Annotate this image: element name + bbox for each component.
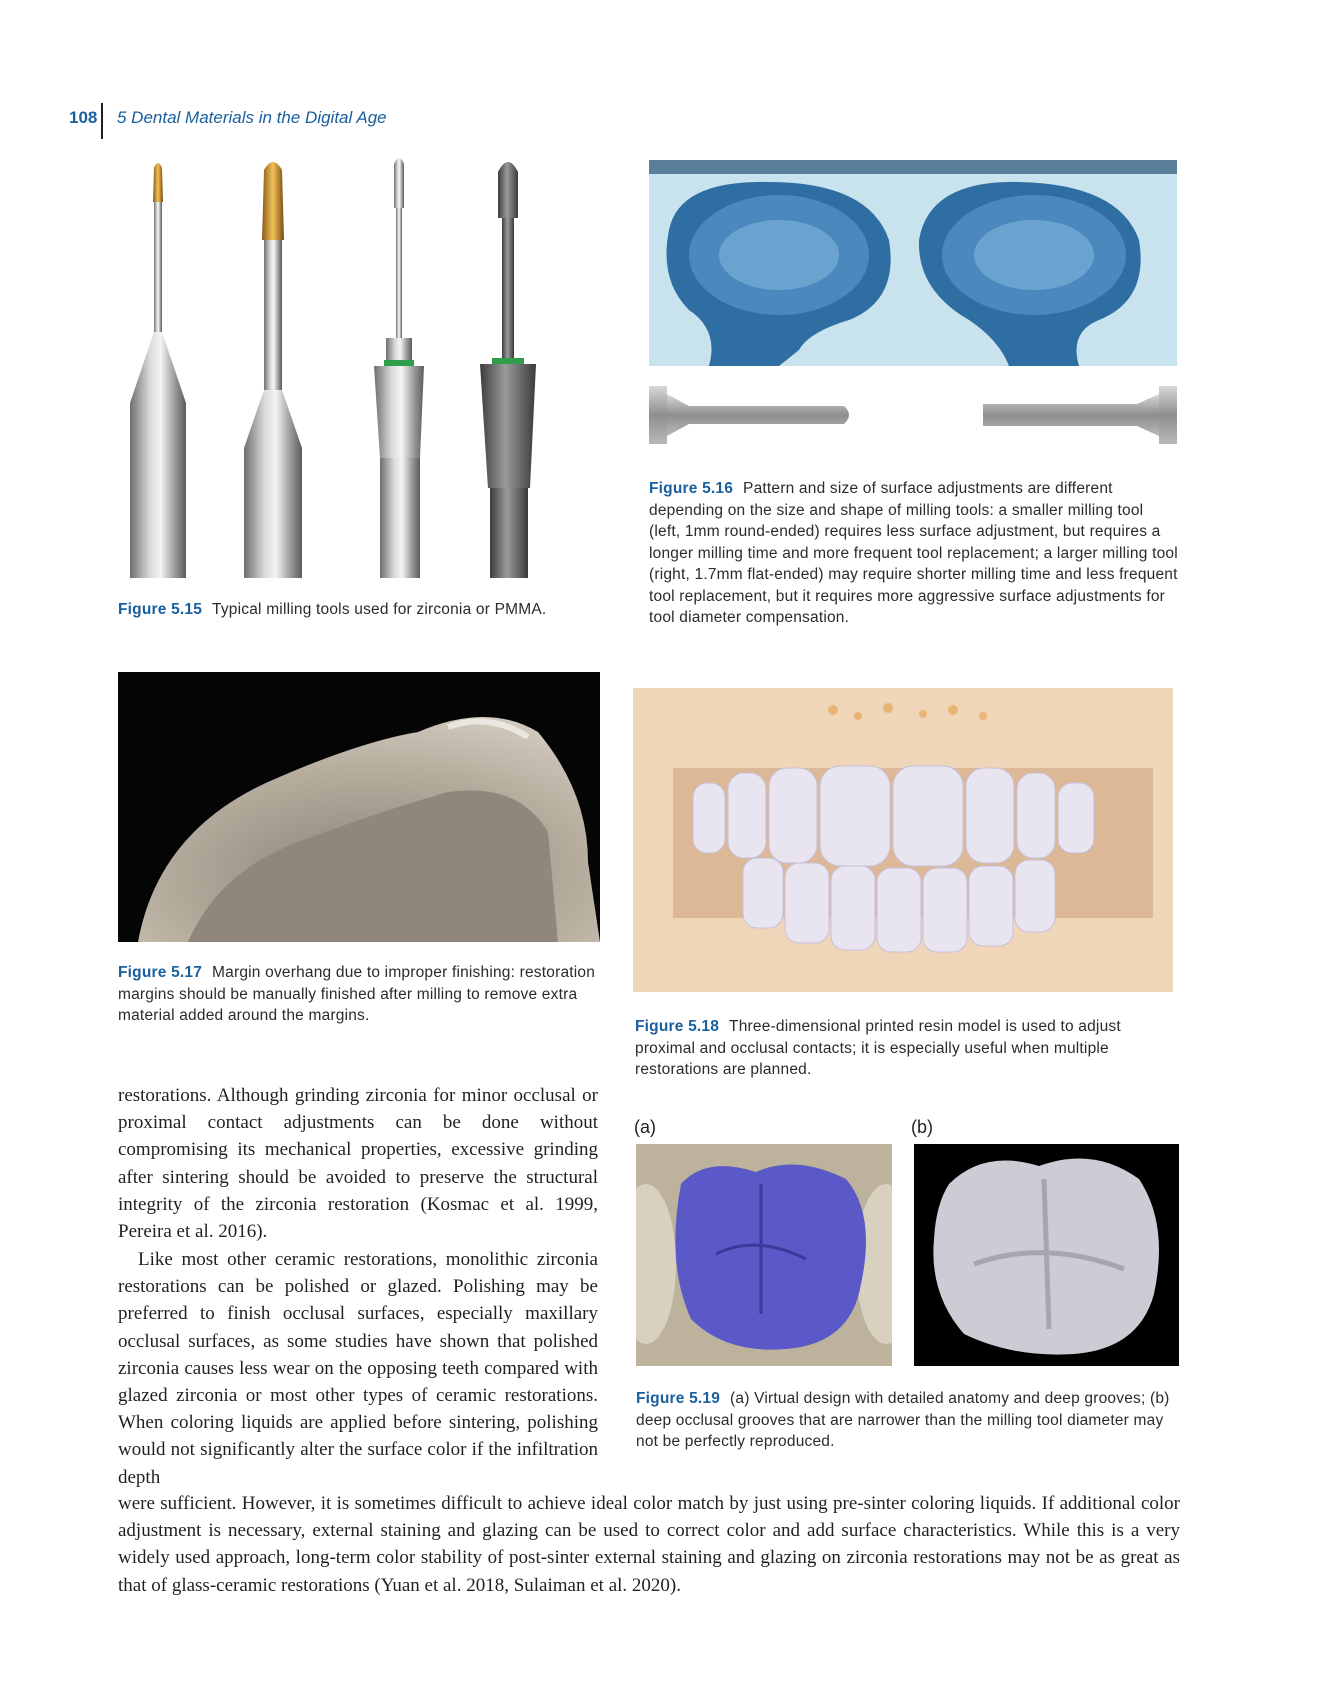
- body-paragraph-1: restorations. Although grinding zirconia for minor occlusal or proximal contact adjustments can be done without compromising its mechanical properties, excessive grinding after sintering should be avoided to preserve the structural integrity of the zirconia restoration (Kosmac et al. 1999, Pereira et al. 2016).: [118, 1085, 598, 1243]
- caption-text: Margin overhang due to improper finishing: restoration margins should be manually finished after milling to remove extra material added around the margins.: [118, 964, 596, 1024]
- body-paragraph-2-continued: were sufficient. However, it is sometimes difficult to achieve ideal color match by just using pre-sinter coloring liquids. If additional color adjustment is necessary, external staining and glazing can be used to correct color and add surface characteristics. While this is a very widely used approach, long-term color stability of post-sinter external staining and glazing on zirconia restorations may not be as great as that of glass-ceramic restorations (Yuan et al. 2018, Sulaiman et al. 2020).: [118, 1493, 1180, 1596]
- body-paragraph-2: Like most other ceramic restorations, monolithic zirconia restorations can be polished or glazed. Polishing may be preferred to finish occlusal surfaces, especially maxillary occlusal surfaces, as some studies have shown that polished zirconia causes less wear on the opposing teeth compared with glazed zirconia or most other types of ceramic restorations. When coloring liquids are applied before sintering, polishing would not significantly alter the surface color if the infiltration depth: [118, 1249, 598, 1488]
- caption-text: Typical milling tools used for zirconia or PMMA.: [212, 601, 547, 618]
- figure-label: Figure 5.16: [649, 480, 734, 497]
- figure-label: Figure 5.15: [118, 601, 203, 618]
- figure-label: Figure 5.19: [636, 1390, 721, 1407]
- figure-5-17-image: [118, 672, 600, 942]
- figure-label: Figure 5.18: [635, 1018, 720, 1035]
- figure-5-19-sublabel-b: (b): [911, 1117, 933, 1137]
- caption-text: Three-dimensional printed resin model is used to adjust proximal and occlusal contacts; it is especially useful when multiple restorations are planned.: [635, 1018, 1121, 1078]
- milling-tool-3: [374, 158, 424, 578]
- figure-5-15-caption: [118, 599, 548, 621]
- figure-label: Figure 5.17: [118, 964, 203, 981]
- figure-5-17-caption: [118, 962, 608, 1027]
- figure-5-19a-image: [636, 1144, 892, 1366]
- figure-5-16-burs: [649, 378, 1177, 450]
- chapter-title: 5 Dental Materials in the Digital Age: [117, 108, 387, 127]
- milling-tool-4: [480, 162, 536, 578]
- figure-5-16-image: [649, 160, 1177, 366]
- milling-tool-2: [244, 162, 302, 578]
- figure-5-19b-image: [914, 1144, 1179, 1366]
- page-number: 108: [69, 108, 98, 127]
- figure-5-19-sublabel-a: (a): [634, 1117, 656, 1137]
- figure-5-18-caption: [635, 1016, 1175, 1081]
- figure-5-15-image: [118, 158, 560, 578]
- figure-5-18-image: [633, 688, 1173, 992]
- header-divider: [101, 103, 103, 139]
- figure-5-16-caption: [649, 478, 1179, 629]
- figure-5-19-caption: [636, 1388, 1181, 1453]
- caption-text: (a) Virtual design with detailed anatomy and deep grooves; (b) deep occlusal grooves that are narrower than the milling tool diameter may not be perfectly reproduced.: [636, 1390, 1170, 1450]
- caption-text: Pattern and size of surface adjustments are different depending on the size and shape of milling tools: a smaller milling tool (left, 1mm round-ended) requires less surface adjustment, but requires a longer milling time and more frequent tool replacement; a larger milling tool (right, 1.7mm flat-ended) may require shorter milling time and less frequent tool replacement, but it requires more aggressive surface adjustments for tool diameter compensation.: [649, 480, 1178, 626]
- milling-tool-1: [130, 163, 186, 578]
